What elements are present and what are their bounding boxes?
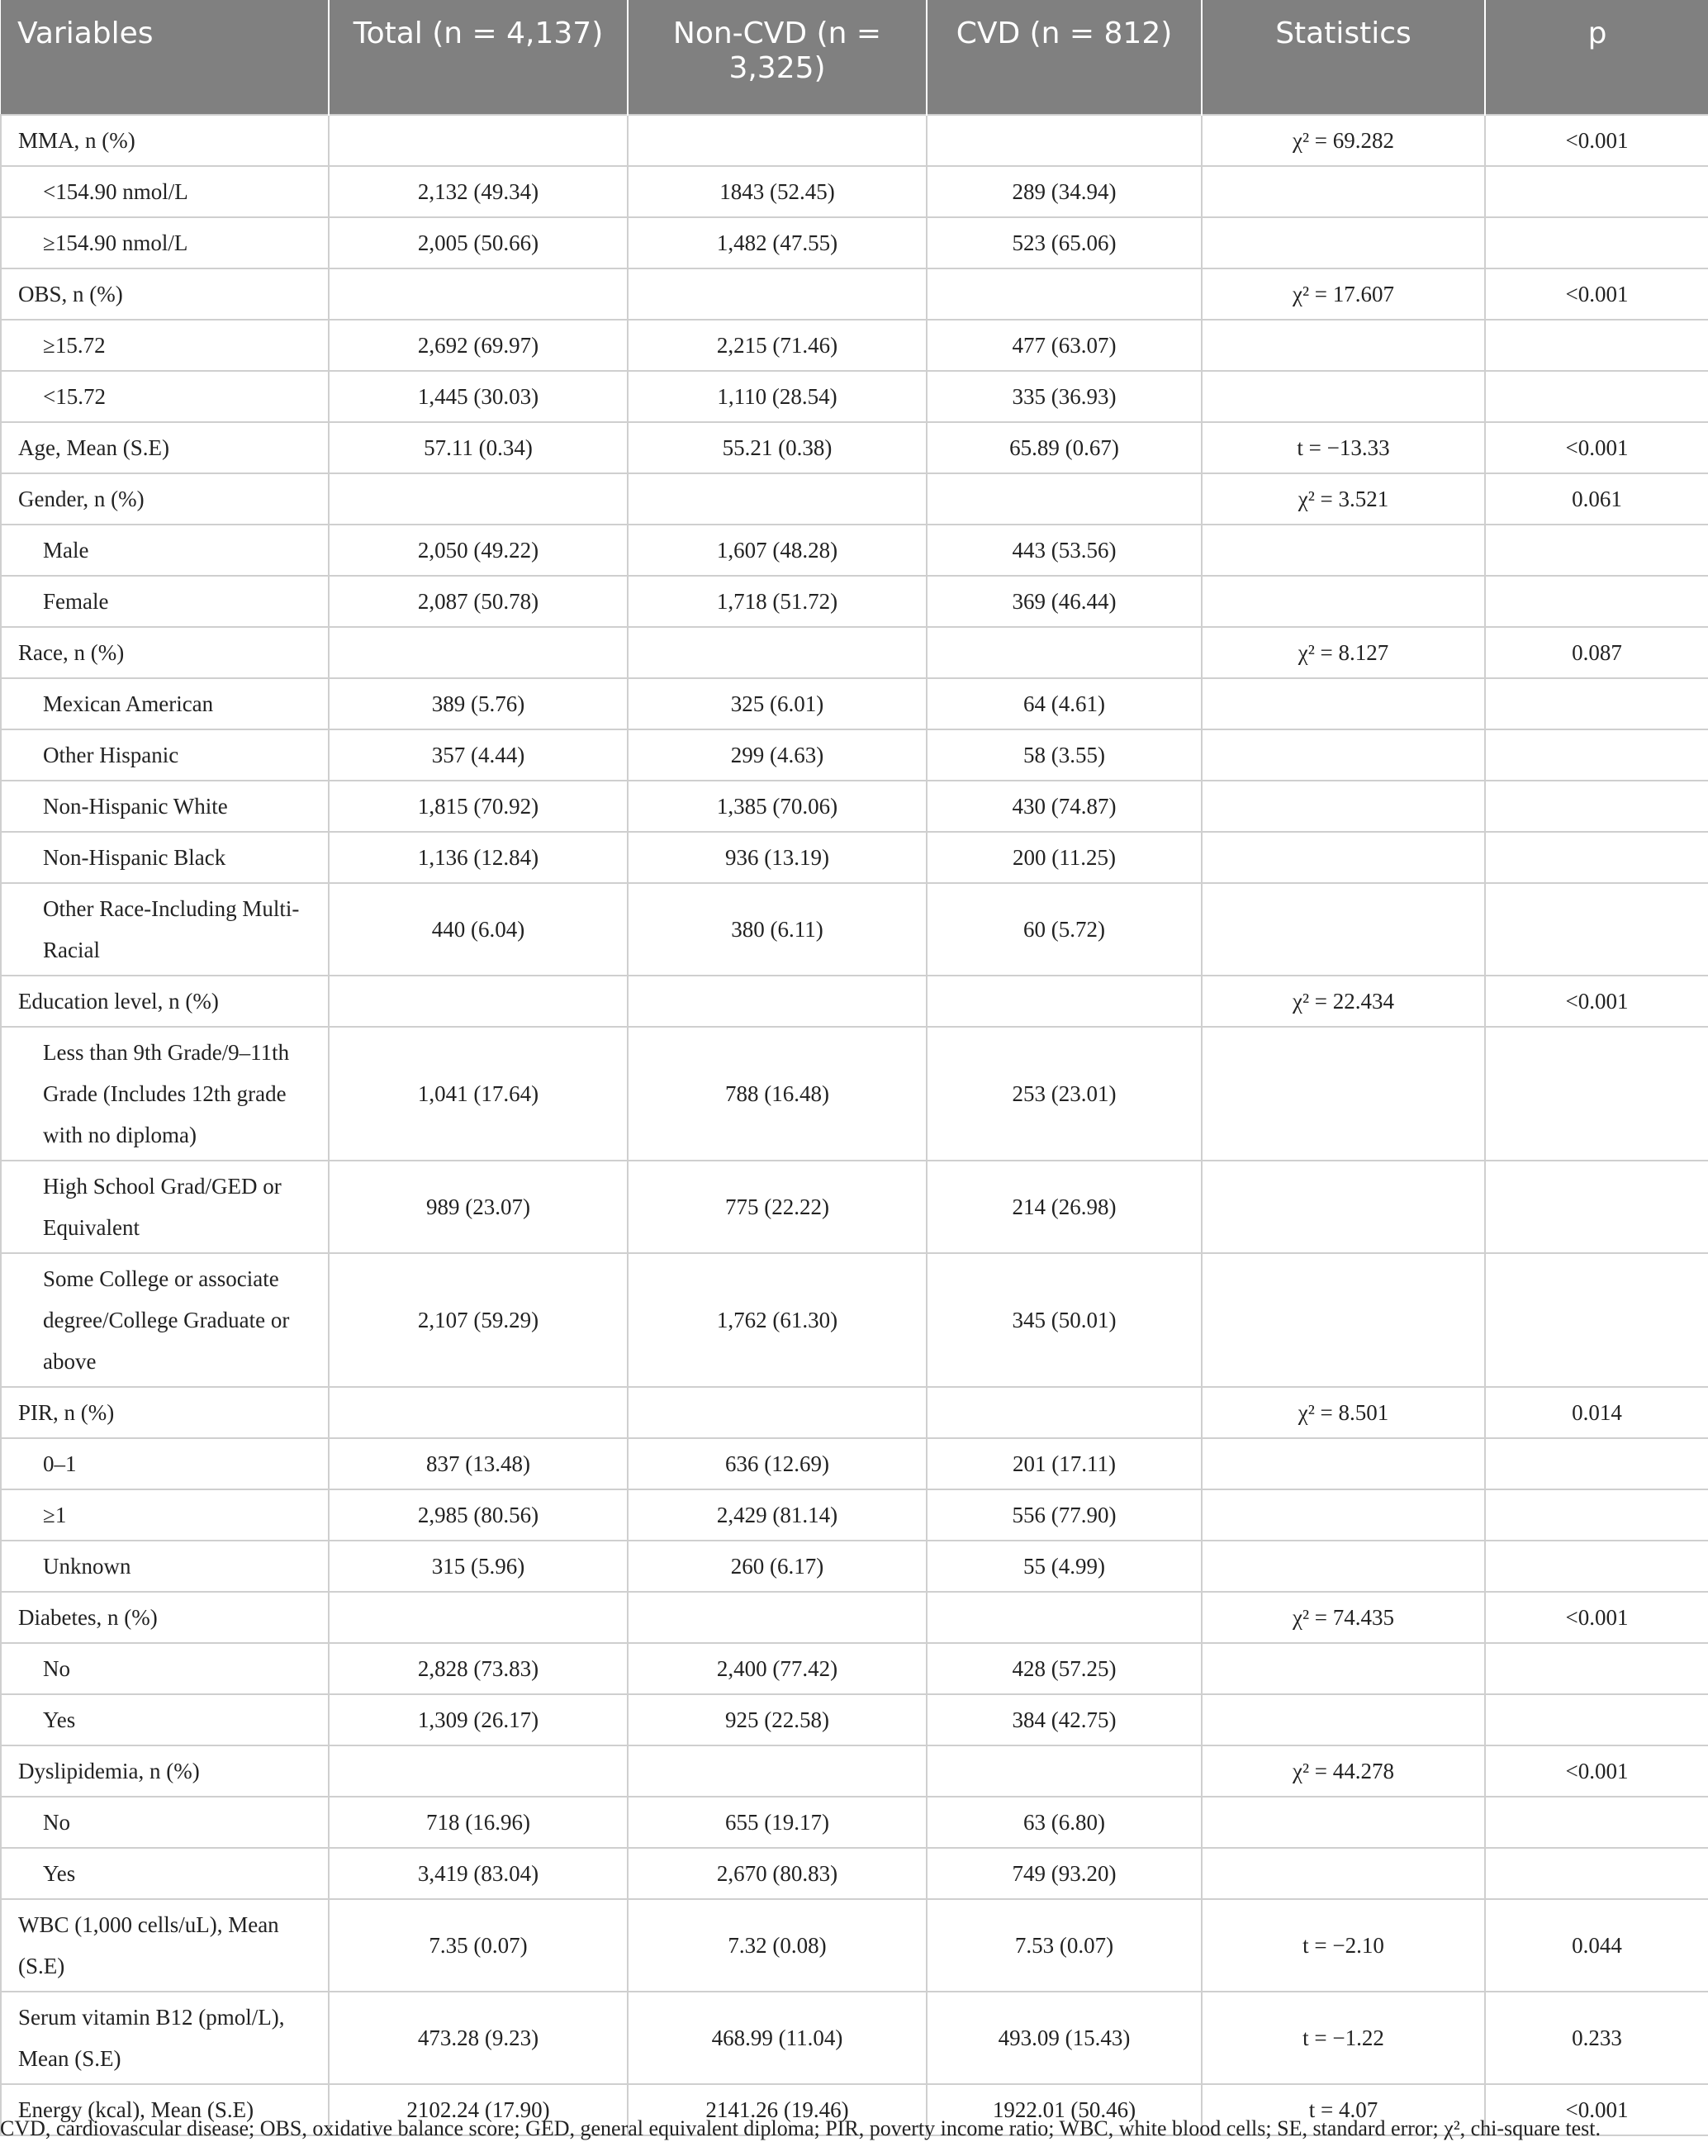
row-label: Gender, n (%) (1, 473, 329, 525)
row-label: Serum vitamin B12 (pmol/L), Mean (S.E) (1, 1992, 329, 2084)
total-cell: 2,087 (50.78) (329, 576, 628, 627)
non-cvd-cell: 1,607 (48.28) (628, 525, 927, 576)
non-cvd-cell: 1843 (52.45) (628, 166, 927, 217)
cvd-cell: 443 (53.56) (927, 525, 1202, 576)
statistics-cell: t = −13.33 (1202, 422, 1485, 473)
p-cell (1485, 371, 1708, 422)
p-cell (1485, 1253, 1708, 1387)
statistics-cell (1202, 1027, 1485, 1161)
table-row (1, 1027, 1708, 1161)
row-label: Non-Hispanic White (1, 781, 329, 832)
p-cell (1485, 729, 1708, 781)
row-label: ≥15.72 (1, 320, 329, 371)
non-cvd-cell: 55.21 (0.38) (628, 422, 927, 473)
non-cvd-cell: 2141.26 (19.46) (628, 2084, 927, 2135)
row-label: Some College or associate degree/College Graduate or above (1, 1253, 329, 1387)
table-row (1, 1694, 1708, 1745)
table-row (1, 1541, 1708, 1592)
cvd-cell (927, 473, 1202, 525)
row-label: No (1, 1797, 329, 1848)
non-cvd-cell: 260 (6.17) (628, 1541, 927, 1592)
p-cell: 0.044 (1485, 1899, 1708, 1992)
row-label: High School Grad/GED or Equivalent (1, 1161, 329, 1253)
statistics-cell (1202, 371, 1485, 422)
cvd-cell (927, 1745, 1202, 1797)
non-cvd-cell: 1,482 (47.55) (628, 217, 927, 268)
statistics-cell (1202, 1541, 1485, 1592)
p-cell: <0.001 (1485, 1745, 1708, 1797)
non-cvd-cell (628, 268, 927, 320)
p-cell (1485, 1643, 1708, 1694)
total-cell: 2,692 (69.97) (329, 320, 628, 371)
non-cvd-cell: 7.32 (0.08) (628, 1899, 927, 1992)
cvd-cell: 63 (6.80) (927, 1797, 1202, 1848)
cvd-cell: 289 (34.94) (927, 166, 1202, 217)
cvd-cell: 200 (11.25) (927, 832, 1202, 883)
total-cell (329, 1387, 628, 1438)
p-cell: <0.001 (1485, 976, 1708, 1027)
non-cvd-cell: 788 (16.48) (628, 1027, 927, 1161)
statistics-cell (1202, 832, 1485, 883)
cvd-cell (927, 268, 1202, 320)
total-cell: 837 (13.48) (329, 1438, 628, 1489)
total-cell: 2,050 (49.22) (329, 525, 628, 576)
cvd-cell: 214 (26.98) (927, 1161, 1202, 1253)
non-cvd-cell: 1,718 (51.72) (628, 576, 927, 627)
statistics-cell: χ² = 8.501 (1202, 1387, 1485, 1438)
table-row (1, 166, 1708, 217)
table-row (1, 678, 1708, 729)
table-row (1, 781, 1708, 832)
table-footnote: CVD, cardiovascular disease; OBS, oxidative balance score; GED, general equivalent diploma; PIR, poverty income ratio; WBC, white blood cells; SE, standard error; χ², chi-square test. (0, 2116, 1601, 2140)
non-cvd-cell: 925 (22.58) (628, 1694, 927, 1745)
table-row (1, 217, 1708, 268)
row-label: <15.72 (1, 371, 329, 422)
table-row (1, 115, 1708, 166)
row-label: No (1, 1643, 329, 1694)
total-cell: 2,005 (50.66) (329, 217, 628, 268)
p-cell: 0.233 (1485, 1992, 1708, 2084)
row-label: MMA, n (%) (1, 115, 329, 166)
total-cell: 1,136 (12.84) (329, 832, 628, 883)
cvd-cell: 335 (36.93) (927, 371, 1202, 422)
row-label: Education level, n (%) (1, 976, 329, 1027)
row-label: 0–1 (1, 1438, 329, 1489)
cvd-cell (927, 115, 1202, 166)
cvd-cell (927, 1592, 1202, 1643)
table-row (1, 422, 1708, 473)
row-label: Age, Mean (S.E) (1, 422, 329, 473)
row-label: OBS, n (%) (1, 268, 329, 320)
total-cell: 357 (4.44) (329, 729, 628, 781)
table-row (1, 729, 1708, 781)
cvd-cell: 345 (50.01) (927, 1253, 1202, 1387)
row-label: Diabetes, n (%) (1, 1592, 329, 1643)
total-cell: 2,132 (49.34) (329, 166, 628, 217)
header-total: Total (n = 4,137) (329, 0, 628, 115)
p-cell (1485, 217, 1708, 268)
cvd-cell: 1922.01 (50.46) (927, 2084, 1202, 2135)
total-cell: 2102.24 (17.90) (329, 2084, 628, 2135)
p-cell (1485, 883, 1708, 976)
table-row (1, 473, 1708, 525)
cvd-cell: 369 (46.44) (927, 576, 1202, 627)
p-cell: 0.087 (1485, 627, 1708, 678)
statistics-cell: χ² = 8.127 (1202, 627, 1485, 678)
statistics-cell: t = 4.07 (1202, 2084, 1485, 2135)
table-row (1, 1161, 1708, 1253)
header-variables: Variables (1, 0, 329, 115)
non-cvd-cell (628, 1592, 927, 1643)
non-cvd-cell: 380 (6.11) (628, 883, 927, 976)
cvd-cell (927, 976, 1202, 1027)
p-cell (1485, 1438, 1708, 1489)
statistics-cell (1202, 1797, 1485, 1848)
header-row (1, 0, 1708, 115)
non-cvd-cell: 655 (19.17) (628, 1797, 927, 1848)
p-cell: 0.061 (1485, 473, 1708, 525)
non-cvd-cell (628, 976, 927, 1027)
total-cell: 3,419 (83.04) (329, 1848, 628, 1899)
statistics-cell: χ² = 17.607 (1202, 268, 1485, 320)
row-label: Other Hispanic (1, 729, 329, 781)
p-cell (1485, 1489, 1708, 1541)
cvd-cell: 65.89 (0.67) (927, 422, 1202, 473)
cvd-cell: 556 (77.90) (927, 1489, 1202, 1541)
cvd-cell: 60 (5.72) (927, 883, 1202, 976)
statistics-cell: t = −1.22 (1202, 1992, 1485, 2084)
cvd-cell: 477 (63.07) (927, 320, 1202, 371)
row-label: Race, n (%) (1, 627, 329, 678)
non-cvd-cell: 299 (4.63) (628, 729, 927, 781)
cvd-cell: 430 (74.87) (927, 781, 1202, 832)
total-cell: 315 (5.96) (329, 1541, 628, 1592)
table-row (1, 976, 1708, 1027)
total-cell (329, 268, 628, 320)
non-cvd-cell: 1,110 (28.54) (628, 371, 927, 422)
total-cell: 2,985 (80.56) (329, 1489, 628, 1541)
table-row (1, 1643, 1708, 1694)
total-cell: 2,107 (59.29) (329, 1253, 628, 1387)
p-cell: <0.001 (1485, 268, 1708, 320)
total-cell: 473.28 (9.23) (329, 1992, 628, 2084)
statistics-cell (1202, 1438, 1485, 1489)
table-row (1, 832, 1708, 883)
p-cell (1485, 1694, 1708, 1745)
header-statistics: Statistics (1202, 0, 1485, 115)
total-cell: 989 (23.07) (329, 1161, 628, 1253)
statistics-cell: χ² = 22.434 (1202, 976, 1485, 1027)
cvd-cell: 253 (23.01) (927, 1027, 1202, 1161)
non-cvd-cell: 468.99 (11.04) (628, 1992, 927, 2084)
row-label: Energy (kcal), Mean (S.E) (1, 2084, 329, 2135)
cvd-cell (927, 1387, 1202, 1438)
non-cvd-cell: 936 (13.19) (628, 832, 927, 883)
table-row (1, 1387, 1708, 1438)
table-row (1, 268, 1708, 320)
row-label: ≥154.90 nmol/L (1, 217, 329, 268)
cvd-cell: 749 (93.20) (927, 1848, 1202, 1899)
table-row (1, 883, 1708, 976)
total-cell: 7.35 (0.07) (329, 1899, 628, 1992)
p-cell (1485, 781, 1708, 832)
table-row (1, 1489, 1708, 1541)
p-cell: <0.001 (1485, 1592, 1708, 1643)
cvd-cell: 55 (4.99) (927, 1541, 1202, 1592)
row-label: <154.90 nmol/L (1, 166, 329, 217)
total-cell (329, 473, 628, 525)
statistics-cell (1202, 576, 1485, 627)
statistics-cell (1202, 166, 1485, 217)
p-cell (1485, 1161, 1708, 1253)
statistics-cell: χ² = 3.521 (1202, 473, 1485, 525)
row-label: Non-Hispanic Black (1, 832, 329, 883)
p-cell (1485, 320, 1708, 371)
non-cvd-cell (628, 473, 927, 525)
cvd-cell: 201 (17.11) (927, 1438, 1202, 1489)
row-label: Male (1, 525, 329, 576)
p-cell (1485, 1027, 1708, 1161)
table-row (1, 525, 1708, 576)
statistics-cell (1202, 525, 1485, 576)
table-row (1, 1438, 1708, 1489)
p-cell (1485, 1541, 1708, 1592)
table-row (1, 1992, 1708, 2084)
row-label: PIR, n (%) (1, 1387, 329, 1438)
p-cell: <0.001 (1485, 422, 1708, 473)
p-cell (1485, 832, 1708, 883)
row-label: Yes (1, 1694, 329, 1745)
statistics-cell (1202, 1161, 1485, 1253)
row-label: WBC (1,000 cells/uL), Mean (S.E) (1, 1899, 329, 1992)
table-row (1, 576, 1708, 627)
non-cvd-cell (628, 627, 927, 678)
statistics-cell (1202, 1253, 1485, 1387)
cvd-cell: 7.53 (0.07) (927, 1899, 1202, 1992)
total-cell: 1,309 (26.17) (329, 1694, 628, 1745)
statistics-cell (1202, 781, 1485, 832)
statistics-cell: χ² = 44.278 (1202, 1745, 1485, 1797)
p-cell (1485, 525, 1708, 576)
total-cell (329, 1745, 628, 1797)
non-cvd-cell: 1,762 (61.30) (628, 1253, 927, 1387)
statistics-cell (1202, 217, 1485, 268)
statistics-cell (1202, 1643, 1485, 1694)
statistics-cell: χ² = 74.435 (1202, 1592, 1485, 1643)
table-row (1, 1745, 1708, 1797)
table-row (1, 320, 1708, 371)
p-cell: <0.001 (1485, 115, 1708, 166)
table-row (1, 627, 1708, 678)
cvd-cell: 58 (3.55) (927, 729, 1202, 781)
total-cell: 1,445 (30.03) (329, 371, 628, 422)
statistics-cell: t = −2.10 (1202, 1899, 1485, 1992)
statistics-cell (1202, 1489, 1485, 1541)
statistics-cell: χ² = 69.282 (1202, 115, 1485, 166)
p-cell: 0.014 (1485, 1387, 1708, 1438)
table-body (1, 115, 1708, 2135)
total-cell (329, 1592, 628, 1643)
table-row (1, 1848, 1708, 1899)
cvd-cell (927, 627, 1202, 678)
non-cvd-cell: 325 (6.01) (628, 678, 927, 729)
table-row (1, 1797, 1708, 1848)
header-cvd: CVD (n = 812) (927, 0, 1202, 115)
non-cvd-cell: 2,429 (81.14) (628, 1489, 927, 1541)
total-cell: 440 (6.04) (329, 883, 628, 976)
row-label: Mexican American (1, 678, 329, 729)
p-cell (1485, 678, 1708, 729)
row-label: ≥1 (1, 1489, 329, 1541)
cvd-cell: 384 (42.75) (927, 1694, 1202, 1745)
non-cvd-cell (628, 1745, 927, 1797)
statistics-cell (1202, 883, 1485, 976)
header-p: p (1485, 0, 1708, 115)
total-cell: 718 (16.96) (329, 1797, 628, 1848)
non-cvd-cell: 1,385 (70.06) (628, 781, 927, 832)
total-cell (329, 976, 628, 1027)
row-label: Dyslipidemia, n (%) (1, 1745, 329, 1797)
total-cell: 1,041 (17.64) (329, 1027, 628, 1161)
cvd-cell: 428 (57.25) (927, 1643, 1202, 1694)
table-row (1, 1592, 1708, 1643)
header-non-cvd: Non-CVD (n = 3,325) (628, 0, 927, 115)
p-cell (1485, 576, 1708, 627)
cvd-cell: 493.09 (15.43) (927, 1992, 1202, 2084)
p-cell (1485, 166, 1708, 217)
total-cell: 2,828 (73.83) (329, 1643, 628, 1694)
table-row (1, 371, 1708, 422)
total-cell: 1,815 (70.92) (329, 781, 628, 832)
statistics-cell (1202, 1848, 1485, 1899)
p-cell (1485, 1848, 1708, 1899)
non-cvd-cell: 2,215 (71.46) (628, 320, 927, 371)
total-cell: 57.11 (0.34) (329, 422, 628, 473)
p-cell: <0.001 (1485, 2084, 1708, 2135)
row-label: Female (1, 576, 329, 627)
statistics-cell (1202, 678, 1485, 729)
table-row (1, 1253, 1708, 1387)
total-cell (329, 115, 628, 166)
non-cvd-cell: 2,670 (80.83) (628, 1848, 927, 1899)
non-cvd-cell: 775 (22.22) (628, 1161, 927, 1253)
non-cvd-cell: 2,400 (77.42) (628, 1643, 927, 1694)
statistics-cell (1202, 729, 1485, 781)
total-cell (329, 627, 628, 678)
statistics-cell (1202, 1694, 1485, 1745)
row-label: Other Race-Including Multi-Racial (1, 883, 329, 976)
non-cvd-cell (628, 115, 927, 166)
non-cvd-cell: 636 (12.69) (628, 1438, 927, 1489)
row-label: Yes (1, 1848, 329, 1899)
p-cell (1485, 1797, 1708, 1848)
non-cvd-cell (628, 1387, 927, 1438)
table-row (1, 1899, 1708, 1992)
row-label: Unknown (1, 1541, 329, 1592)
total-cell: 389 (5.76) (329, 678, 628, 729)
row-label: Less than 9th Grade/9–11th Grade (Includes 12th grade with no diploma) (1, 1027, 329, 1161)
cvd-cell: 523 (65.06) (927, 217, 1202, 268)
cvd-cell: 64 (4.61) (927, 678, 1202, 729)
statistics-cell (1202, 320, 1485, 371)
